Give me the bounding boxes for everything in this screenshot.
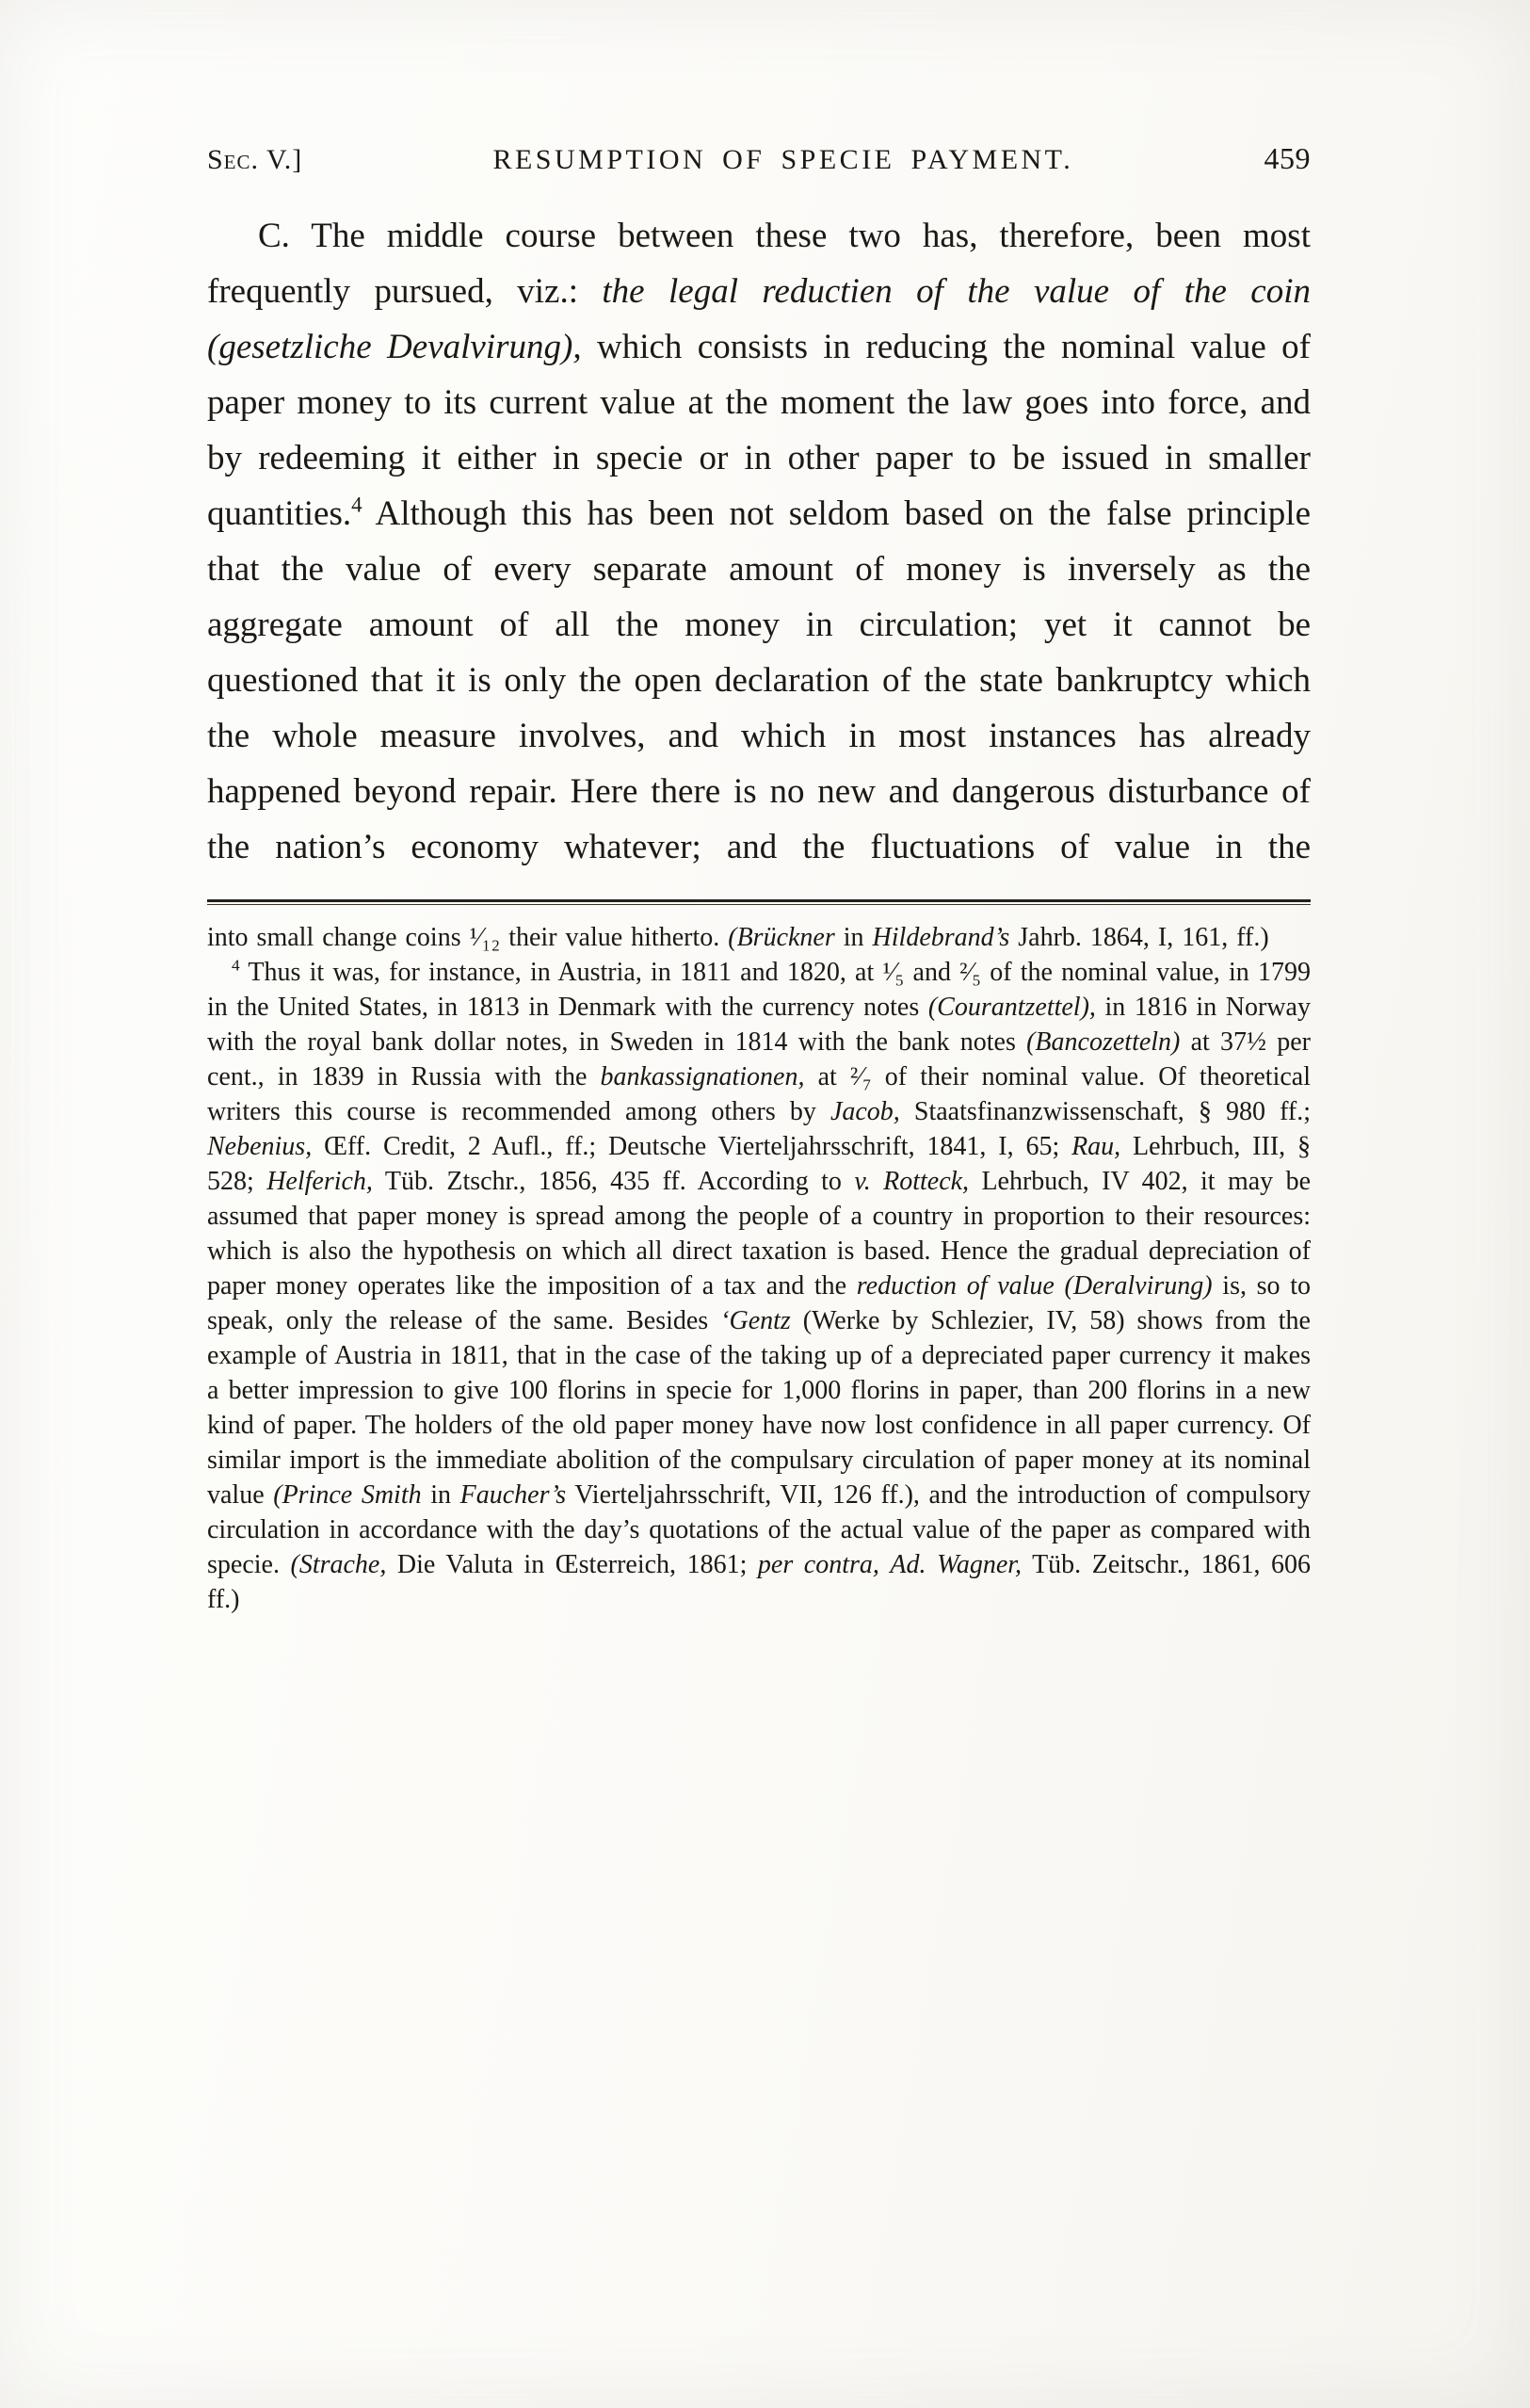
running-title: RESUMPTION OF SPECIE PAYMENT.: [492, 144, 1074, 175]
body-paragraph: C. The middle course between these two has, therefore, been most frequently pursued, viz.: the legal reductien of the value of the coin (gesetzliche Devalvirung), which consists in reducing the nominal value of paper money to its current value at the moment the law goes into force, and by redeeming it either in specie or in other paper to be issued in smaller quantities.$^4$ Although this has been not seldom based on the false principle that the value of every separate amount of money is inversely as the aggregate amount of all the money in circulation; yet it cannot be questioned that it is only the open declaration of the state bankruptcy which the whole measure involves, and which in most instances has already happened beyond repair. Here there is no new and dangerous disturbance of the nation’s economy whatever; and the fluctuations of value in the: [207, 217, 1312, 866]
footnote-continuation: into small change coins ¹⁄₁₂ their value hitherto. (Brückner in Hildebrand’s Jahrb. 1864, I, 161, ff.): [207, 923, 1269, 952]
page-header: [207, 141, 1311, 176]
footnotes-block: [207, 920, 1311, 1617]
section-label: Sec. V.]: [207, 144, 303, 175]
footnote-4: $^4$ Thus it was, for instance, in Austria, in 1811 and 1820, at ¹⁄₅ and ²⁄₅ of the nominal value, in 1799 in the United States, in 1813 in Denmark with the currency notes (Courantzettel), in 1816 in Norway with the royal bank dollar notes, in Sweden in 1814 with the bank notes (Bancozetteln) at 37½ per cent., in 1839 in Russia with the bankassignationen, at ²⁄₇ of their nominal value. Of theoretical writers this course is recommended among others by Jacob, Staatsfinanzwissenschaft, § 980 ff.; Nebenius, Œff. Credit, 2 Aufl., ff.; Deutsche Vierteljahrsschrift, 1841, I, 65; Rau, Lehrbuch, III, § 528; Helferich, Tüb. Ztschr., 1856, 435 ff. According to v. Rotteck, Lehrbuch, IV 402, it may be assumed that paper money is spread among the people of a country in proportion to their resources: which is also the hypothesis on which all direct taxation is based. Hence the gradual depreciation of paper money operates like the imposition of a tax and the reduction of value (Deralvirung) is, so to speak, only the release of the same. Besides ‘Gentz (Werke by Schlezier, IV, 58) shows from the example of Austria in 1811, that in the case of the taking up of a depreciated paper currency it makes a better impression to give 100 florins in specie for 1,000 florins in paper, than 200 florins in a new kind of paper. The holders of the old paper money have now lost confidence in all paper currency. Of similar import is the immediate abolition of the compulsary circulation of paper money at its nominal value (Prince Smith in Faucher’s Vierteljahrsschrift, VII, 126 ff.), and the introduction of compulsory circulation in accordance with the day’s quotations of the actual value of the paper as compared with specie. (Strache, Die Valuta in Œsterreich, 1861; per contra, Ad. Wagner, Tüb. Zeitschr., 1861, 606 ff.): [207, 956, 1312, 1614]
page-number: 459: [1264, 141, 1311, 175]
footnote-separator: [207, 899, 1311, 905]
page-content: [207, 208, 1311, 1617]
